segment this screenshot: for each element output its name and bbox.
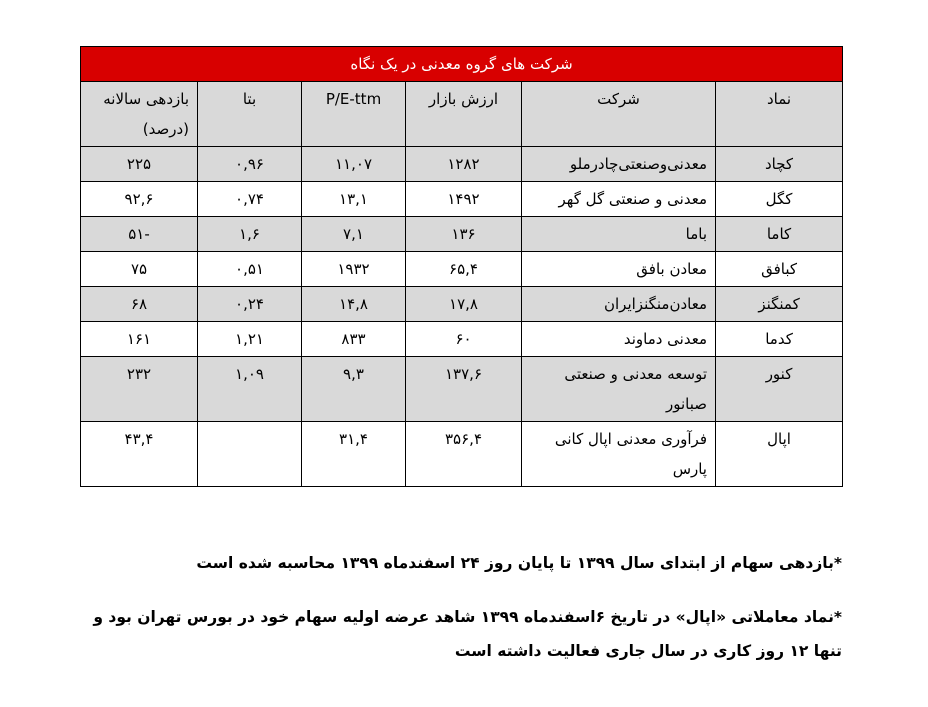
cell-pe: ۳۱,۴ [302,422,406,487]
cell-market-value: ۱۷,۸ [406,287,522,322]
table-title: شرکت های گروه معدنی در یک نگاه [81,47,843,82]
cell-symbol: اپال [716,422,843,487]
cell-pe: ۱۹۳۲ [302,252,406,287]
cell-pe: ۹,۳ [302,357,406,422]
cell-company: فرآوری معدنی اپال کانی پارس [522,422,716,487]
cell-symbol: کگل [716,182,843,217]
cell-symbol: کچاد [716,147,843,182]
cell-annual-return: ۴۳,۴ [81,422,198,487]
table-row [81,252,843,287]
cell-pe: ۱۴,۸ [302,287,406,322]
cell-company: معدنی دماوند [522,322,716,357]
header-beta: بتا [198,82,302,147]
cell-pe: ۱۱,۰۷ [302,147,406,182]
cell-market-value: ۱۴۹۲ [406,182,522,217]
cell-beta: ۱,۰۹ [198,357,302,422]
cell-market-value: ۳۵۶,۴ [406,422,522,487]
table-row [81,147,843,182]
cell-annual-return: -۵۱ [81,217,198,252]
cell-company: معادن بافق [522,252,716,287]
table-row [81,322,843,357]
cell-symbol: کاما [716,217,843,252]
table-row [81,287,843,322]
cell-annual-return: ۹۲,۶ [81,182,198,217]
table-row [81,182,843,217]
cell-beta: ۰,۷۴ [198,182,302,217]
cell-market-value: ۶۰ [406,322,522,357]
header-market-value: ارزش بازار [406,82,522,147]
cell-beta: ۱,۶ [198,217,302,252]
cell-symbol: کبافق [716,252,843,287]
cell-symbol: کمنگنز [716,287,843,322]
header-symbol: نماد [716,82,843,147]
cell-pe: ۷,۱ [302,217,406,252]
cell-company: معدنی‌وصنعتی‌چادرملو [522,147,716,182]
cell-company: معادن‌منگنزایران [522,287,716,322]
mining-companies-table [80,46,843,487]
header-company: شرکت [522,82,716,147]
cell-beta: ۱,۲۱ [198,322,302,357]
cell-market-value: ۶۵,۴ [406,252,522,287]
footnote-return-period: *بازدهی سهام از ابتدای سال ۱۳۹۹ تا پایان روز ۲۴ اسفندماه ۱۳۹۹ محاسبه شده است [196,554,842,572]
cell-beta: ۰,۲۴ [198,287,302,322]
cell-annual-return: ۲۲۵ [81,147,198,182]
cell-market-value: ۱۳۶ [406,217,522,252]
cell-company: باما [522,217,716,252]
cell-beta [198,422,302,487]
footnote-opal-ipo: *نماد معاملاتی «اپال» در تاریخ ۶اسفندماه ۱۳۹۹ شاهد عرضه اولیه سهام خود در بورس تهران بود و تنها ۱۲ روز کاری در سال جاری فعالیت داشته است [93,608,842,660]
cell-company: توسعه معدنی و صنعتی صبانور [522,357,716,422]
cell-symbol: کدما [716,322,843,357]
cell-annual-return: ۲۳۲ [81,357,198,422]
header-pe: P/E-ttm [302,82,406,147]
cell-beta: ۰,۹۶ [198,147,302,182]
cell-pe: ۸۳۳ [302,322,406,357]
table-row [81,422,843,487]
cell-company: معدنی و صنعتی گل گهر [522,182,716,217]
cell-annual-return: ۶۸ [81,287,198,322]
cell-annual-return: ۱۶۱ [81,322,198,357]
cell-annual-return: ۷۵ [81,252,198,287]
cell-market-value: ۱۳۷,۶ [406,357,522,422]
table-row [81,357,843,422]
cell-beta: ۰,۵۱ [198,252,302,287]
header-annual-return: بازدهی سالانه (درصد) [81,82,198,147]
cell-pe: ۱۳,۱ [302,182,406,217]
cell-market-value: ۱۲۸۲ [406,147,522,182]
table-row [81,217,843,252]
cell-symbol: کنور [716,357,843,422]
